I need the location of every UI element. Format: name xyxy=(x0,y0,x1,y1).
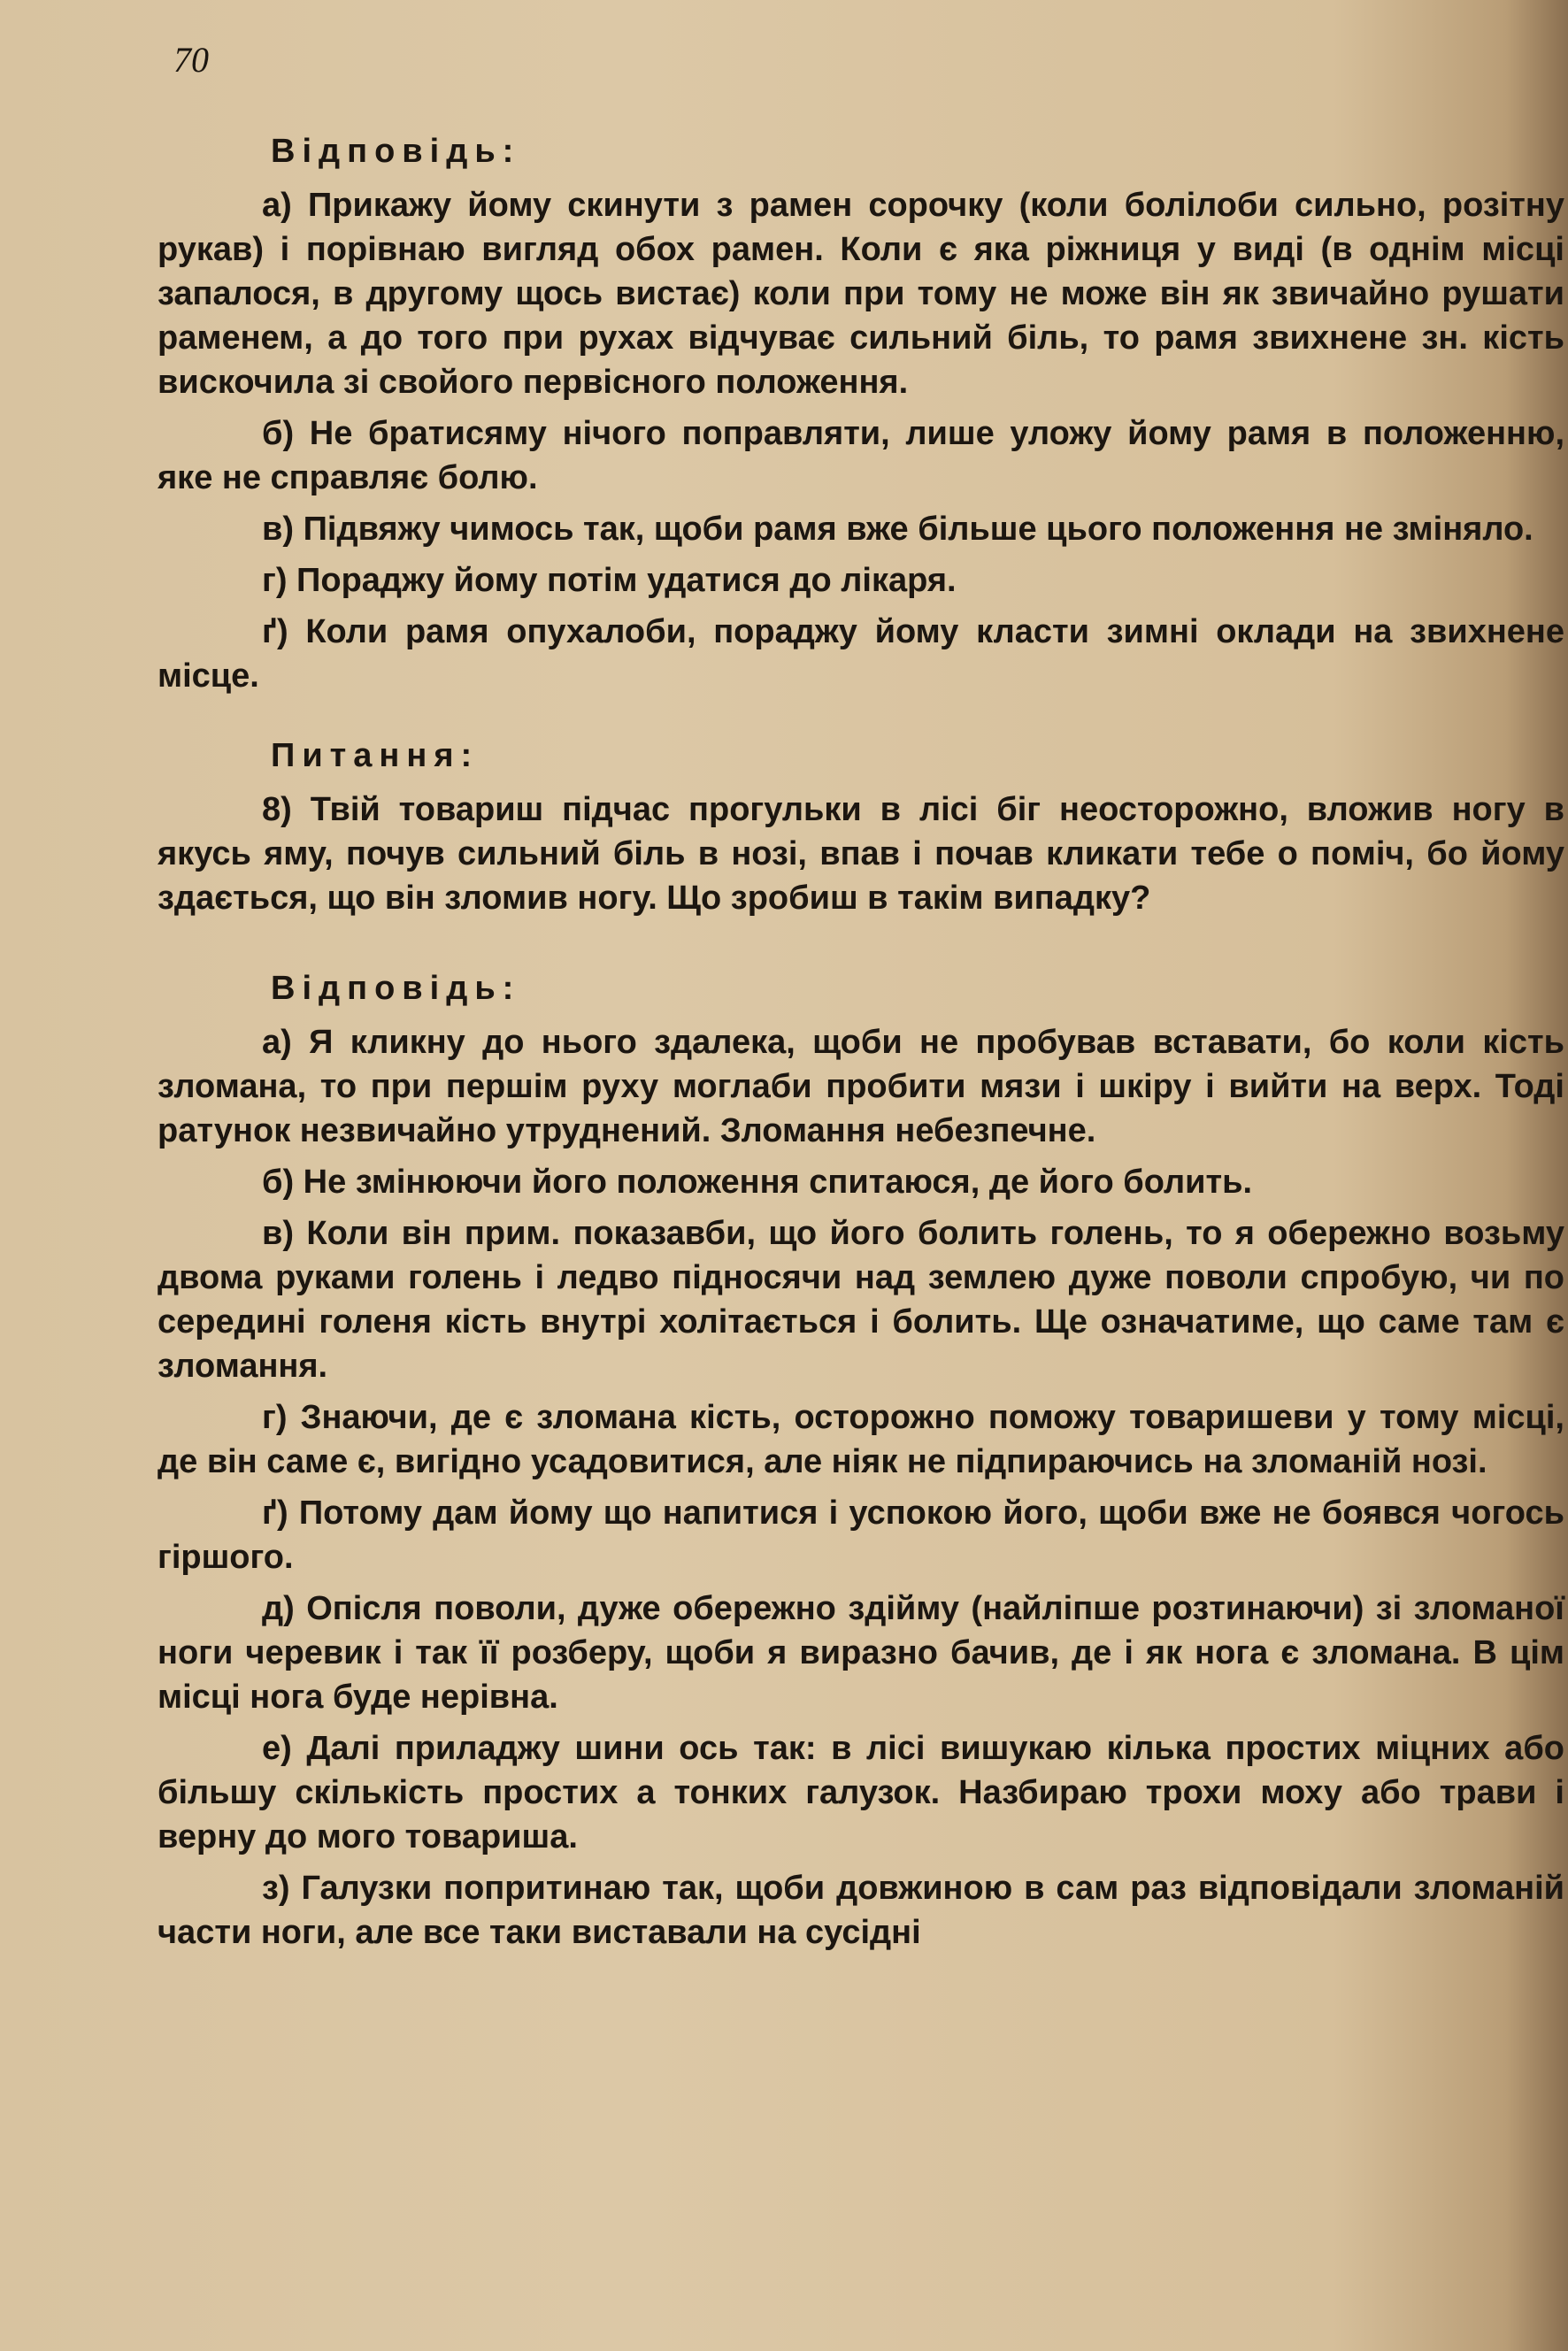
question-heading: Питання: xyxy=(271,737,480,774)
answer-item: б) Не змінюючи його положення спитаюся, де його болить. xyxy=(262,1164,1253,1201)
answer-item: б) Не братисяму нічого поправляти, лише уложу йому рамя в положенню, яке не справляє болю. xyxy=(158,415,1564,496)
answer-item: з) Галузки попритинаю так, щоби довжиною в сам раз відповідали зломаній части ноги, але все таки виставали на сусідні xyxy=(158,1870,1564,1951)
page-number: 70 xyxy=(173,40,209,80)
answer-item: г) Знаючи, де є зломана кість, осторожно поможу товаришеви у тому місці, де він саме є, вигідно усадовитися, але ніяк не підпираючись на зломаній нозі. xyxy=(158,1399,1564,1480)
answer-item: а) Я кликну до нього здалека, щоби не пробував вставати, бо коли кість зломана, то при першім руху моглаби пробити мязи і шкіру і вийти на верх. Тоді ратунок незвичайно утруднений. Зломання небезпечне. xyxy=(158,1024,1564,1149)
answer-item: в) Підвяжу чимось так, щоби рамя вже більше цього положення не зміняло. xyxy=(262,511,1533,548)
answer-item: е) Далі приладжу шини ось так: в лісі вишукаю кілька простих міцних або більшу скількість простих а тонких галузок. Назбираю трохи моху або трави і верну до мого товариша. xyxy=(158,1730,1564,1855)
question-text: 8) Твій товариш підчас прогульки в лісі біг неосторожно, вложив ногу в якусь яму, почув сильний біль в нозі, впав і почав кликати тебе о поміч, бо йому здається, що він зломив ногу. Що зробиш в такім випадку? xyxy=(158,791,1564,917)
answer-item: в) Коли він прим. показавби, що його болить голень, то я обережно возьму двома руками голень і ледво підносячи над землею дуже поволи спробую, чи по середині голеня кість внутрі холітається і болить. Ще означатиме, що саме там є зломання. xyxy=(158,1215,1564,1385)
spacer xyxy=(158,705,1564,737)
answer-item: г) Пораджу йому потім удатися до лікаря. xyxy=(262,562,957,599)
answer-item: а) Прикажу йому скинути з рамен сорочку (коли болілоби сильно, розітну рукав) і порівнаю вигляд обох рамен. Коли є яка ріжниця у виді (в однім місці запалося, в другому щось вистає) коли при тому не може він як звичайно рушати раменем, а до того при рухах відчуває сильний біль, то рамя звихнене зн. кість вискочила зі свойого первісного положення. xyxy=(158,187,1564,401)
answer-heading: Відповідь: xyxy=(271,133,521,170)
answer-heading: Відповідь: xyxy=(271,970,521,1007)
spacer xyxy=(158,927,1564,970)
answer-item: д) Опісля поволи, дуже обережно здійму (найліпше розтинаючи) зі зломаної ноги черевик і так її розберу, щоби я виразно бачив, де і як нога є зломана. В цім місці нога буде нерівна. xyxy=(158,1590,1564,1716)
answer-item: ґ) Потому дам йому що напитися і успокою його, щоби вже не боявся чогось гіршого. xyxy=(158,1494,1564,1576)
answer-item: ґ) Коли рамя опухалоби, пораджу йому класти зимні оклади на звихнене місце. xyxy=(158,613,1564,695)
page-content xyxy=(158,133,1564,1962)
